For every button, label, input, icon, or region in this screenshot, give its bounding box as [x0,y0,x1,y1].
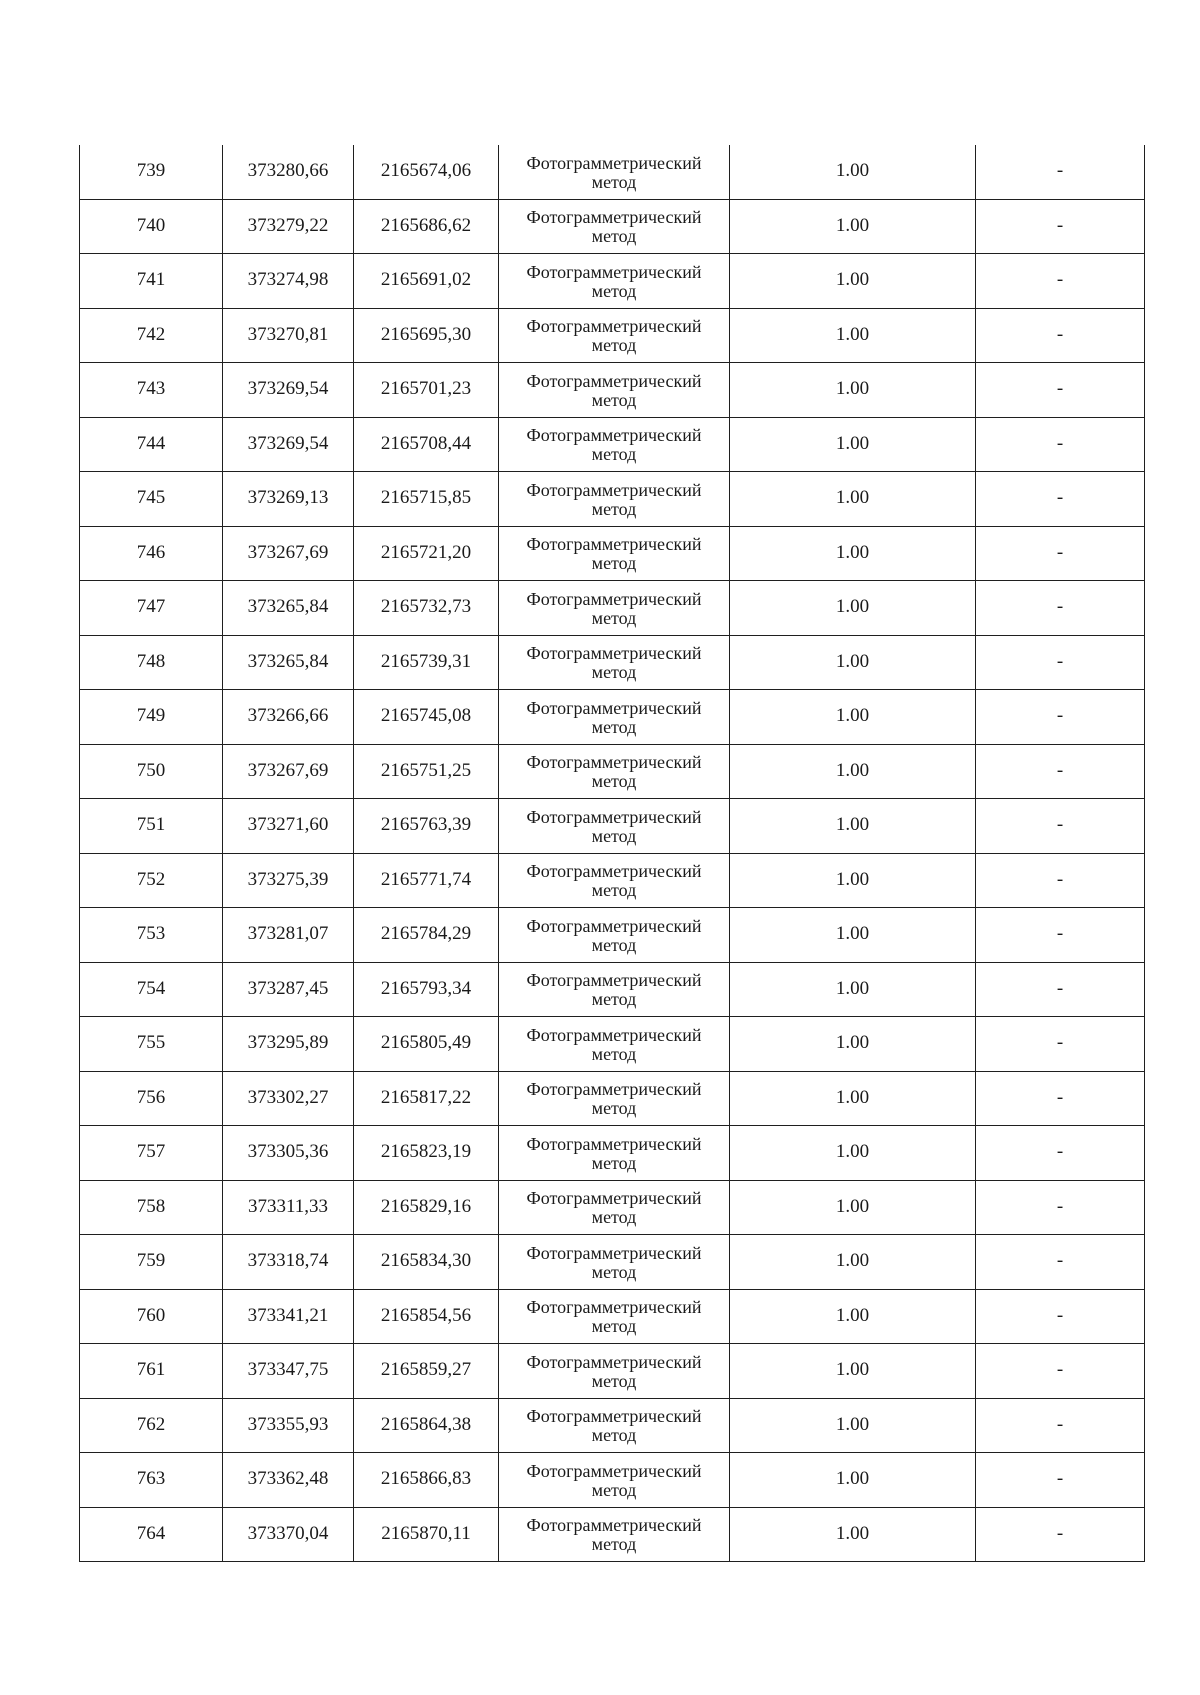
point-number-cell: 757 [80,1126,223,1181]
method-line-1: Фотограмметрический [526,152,702,173]
description-cell: - [976,1126,1145,1181]
point-number-cell: 743 [80,363,223,418]
method-cell [499,853,730,908]
x-coordinate-cell: 373269,54 [223,363,354,418]
x-coordinate-cell: 373275,39 [223,853,354,908]
method-line-2: метод [591,662,637,683]
coordinates-table-body [80,145,1145,1562]
method-line-1: Фотограмметрический [526,970,702,991]
method-cell [499,1235,730,1290]
description-cell: - [976,744,1145,799]
method-line-1: Фотограмметрический [526,207,702,228]
method-line-1: Фотограмметрический [526,861,702,882]
method-cell [499,1289,730,1344]
point-number-cell: 751 [80,799,223,854]
description-cell: - [976,363,1145,418]
accuracy-cell: 1.00 [730,1289,976,1344]
x-coordinate-cell: 373295,89 [223,1017,354,1072]
x-coordinate-cell: 373341,21 [223,1289,354,1344]
method-line-2: метод [591,335,637,356]
method-line-1: Фотограмметрический [526,1024,702,1045]
method-cell [499,581,730,636]
y-coordinate-cell: 2165864,38 [354,1398,499,1453]
y-coordinate-cell: 2165708,44 [354,417,499,472]
method-line-2: метод [591,1370,637,1391]
accuracy-cell: 1.00 [730,308,976,363]
accuracy-cell: 1.00 [730,908,976,963]
x-coordinate-cell: 373311,33 [223,1180,354,1235]
method-line-2: метод [591,171,637,192]
method-line-2: метод [591,498,637,519]
point-number-cell: 748 [80,635,223,690]
method-cell [499,472,730,527]
point-number-cell: 747 [80,581,223,636]
point-number-cell: 745 [80,472,223,527]
description-cell: - [976,962,1145,1017]
point-number-cell: 739 [80,145,223,199]
accuracy-cell: 1.00 [730,635,976,690]
method-cell [499,1344,730,1399]
table-row [80,1071,1145,1126]
y-coordinate-cell: 2165805,49 [354,1017,499,1072]
point-number-cell: 744 [80,417,223,472]
accuracy-cell: 1.00 [730,1453,976,1508]
table-row [80,1507,1145,1562]
x-coordinate-cell: 373318,74 [223,1235,354,1290]
method-line-1: Фотограмметрический [526,806,702,827]
x-coordinate-cell: 373267,69 [223,526,354,581]
description-cell: - [976,1180,1145,1235]
method-cell [499,199,730,254]
point-number-cell: 758 [80,1180,223,1235]
y-coordinate-cell: 2165732,73 [354,581,499,636]
method-line-1: Фотограмметрический [526,1351,702,1372]
method-cell [499,1017,730,1072]
coordinates-table [79,145,1145,1562]
y-coordinate-cell: 2165854,56 [354,1289,499,1344]
method-line-2: метод [591,1098,637,1119]
method-cell [499,1398,730,1453]
table-row [80,145,1145,199]
y-coordinate-cell: 2165715,85 [354,472,499,527]
point-number-cell: 742 [80,308,223,363]
method-cell [499,1453,730,1508]
y-coordinate-cell: 2165870,11 [354,1507,499,1562]
x-coordinate-cell: 373267,69 [223,744,354,799]
table-row [80,1398,1145,1453]
description-cell: - [976,635,1145,690]
table-row [80,526,1145,581]
x-coordinate-cell: 373302,27 [223,1071,354,1126]
table-row [80,199,1145,254]
table-row [80,853,1145,908]
table-row [80,1289,1145,1344]
method-cell [499,690,730,745]
description-cell: - [976,472,1145,527]
y-coordinate-cell: 2165763,39 [354,799,499,854]
accuracy-cell: 1.00 [730,526,976,581]
method-line-1: Фотограмметрический [526,1133,702,1154]
method-line-2: метод [591,825,637,846]
y-coordinate-cell: 2165695,30 [354,308,499,363]
method-line-2: метод [591,1425,637,1446]
method-line-1: Фотограмметрический [526,752,702,773]
table-row [80,1017,1145,1072]
method-line-2: метод [591,1534,637,1555]
method-line-2: метод [591,1261,637,1282]
description-cell: - [976,1398,1145,1453]
table-row [80,1344,1145,1399]
method-cell [499,1180,730,1235]
accuracy-cell: 1.00 [730,962,976,1017]
accuracy-cell: 1.00 [730,744,976,799]
table-row [80,635,1145,690]
x-coordinate-cell: 373271,60 [223,799,354,854]
accuracy-cell: 1.00 [730,1126,976,1181]
x-coordinate-cell: 373281,07 [223,908,354,963]
accuracy-cell: 1.00 [730,581,976,636]
table-row [80,363,1145,418]
y-coordinate-cell: 2165691,02 [354,254,499,309]
y-coordinate-cell: 2165751,25 [354,744,499,799]
method-line-1: Фотограмметрический [526,1242,702,1263]
accuracy-cell: 1.00 [730,254,976,309]
point-number-cell: 755 [80,1017,223,1072]
x-coordinate-cell: 373266,66 [223,690,354,745]
point-number-cell: 749 [80,690,223,745]
method-cell [499,1071,730,1126]
accuracy-cell: 1.00 [730,1017,976,1072]
accuracy-cell: 1.00 [730,472,976,527]
point-number-cell: 760 [80,1289,223,1344]
method-line-2: метод [591,280,637,301]
point-number-cell: 763 [80,1453,223,1508]
method-line-1: Фотограмметрический [526,370,702,391]
accuracy-cell: 1.00 [730,417,976,472]
accuracy-cell: 1.00 [730,1071,976,1126]
x-coordinate-cell: 373280,66 [223,145,354,199]
point-number-cell: 753 [80,908,223,963]
table-row [80,472,1145,527]
accuracy-cell: 1.00 [730,199,976,254]
description-cell: - [976,1453,1145,1508]
x-coordinate-cell: 373362,48 [223,1453,354,1508]
point-number-cell: 764 [80,1507,223,1562]
description-cell: - [976,1071,1145,1126]
method-cell [499,1126,730,1181]
x-coordinate-cell: 373265,84 [223,581,354,636]
method-cell [499,799,730,854]
point-number-cell: 752 [80,853,223,908]
table-row [80,1180,1145,1235]
description-cell: - [976,581,1145,636]
accuracy-cell: 1.00 [730,363,976,418]
method-line-1: Фотограмметрический [526,643,702,664]
method-line-2: метод [591,771,637,792]
method-cell [499,308,730,363]
table-row [80,1126,1145,1181]
description-cell: - [976,853,1145,908]
method-cell [499,962,730,1017]
y-coordinate-cell: 2165745,08 [354,690,499,745]
method-cell [499,526,730,581]
y-coordinate-cell: 2165784,29 [354,908,499,963]
description-cell: - [976,254,1145,309]
point-number-cell: 750 [80,744,223,799]
method-line-1: Фотограмметрический [526,425,702,446]
method-line-1: Фотограмметрический [526,1515,702,1536]
accuracy-cell: 1.00 [730,690,976,745]
description-cell: - [976,308,1145,363]
x-coordinate-cell: 373265,84 [223,635,354,690]
accuracy-cell: 1.00 [730,853,976,908]
table-row [80,744,1145,799]
method-line-2: метод [591,1207,637,1228]
table-row [80,417,1145,472]
y-coordinate-cell: 2165674,06 [354,145,499,199]
description-cell: - [976,1344,1145,1399]
method-line-2: метод [591,1043,637,1064]
x-coordinate-cell: 373305,36 [223,1126,354,1181]
method-cell [499,417,730,472]
description-cell: - [976,908,1145,963]
table-row [80,690,1145,745]
description-cell: - [976,690,1145,745]
method-cell [499,254,730,309]
x-coordinate-cell: 373269,54 [223,417,354,472]
method-line-2: метод [591,553,637,574]
method-line-2: метод [591,880,637,901]
description-cell: - [976,417,1145,472]
accuracy-cell: 1.00 [730,1180,976,1235]
table-row [80,308,1145,363]
y-coordinate-cell: 2165834,30 [354,1235,499,1290]
description-cell: - [976,799,1145,854]
method-line-1: Фотограмметрический [526,534,702,555]
method-line-1: Фотограмметрический [526,1406,702,1427]
y-coordinate-cell: 2165721,20 [354,526,499,581]
point-number-cell: 759 [80,1235,223,1290]
table-row [80,254,1145,309]
point-number-cell: 756 [80,1071,223,1126]
y-coordinate-cell: 2165823,19 [354,1126,499,1181]
point-number-cell: 746 [80,526,223,581]
description-cell: - [976,199,1145,254]
y-coordinate-cell: 2165817,22 [354,1071,499,1126]
x-coordinate-cell: 373270,81 [223,308,354,363]
x-coordinate-cell: 373370,04 [223,1507,354,1562]
method-line-2: метод [591,226,637,247]
accuracy-cell: 1.00 [730,1235,976,1290]
y-coordinate-cell: 2165771,74 [354,853,499,908]
x-coordinate-cell: 373274,98 [223,254,354,309]
x-coordinate-cell: 373347,75 [223,1344,354,1399]
method-line-2: метод [591,1152,637,1173]
x-coordinate-cell: 373269,13 [223,472,354,527]
table-row [80,908,1145,963]
point-number-cell: 741 [80,254,223,309]
description-cell: - [976,1017,1145,1072]
point-number-cell: 754 [80,962,223,1017]
method-line-2: метод [591,989,637,1010]
y-coordinate-cell: 2165793,34 [354,962,499,1017]
point-number-cell: 762 [80,1398,223,1453]
point-number-cell: 761 [80,1344,223,1399]
method-cell [499,744,730,799]
accuracy-cell: 1.00 [730,1344,976,1399]
y-coordinate-cell: 2165829,16 [354,1180,499,1235]
x-coordinate-cell: 373355,93 [223,1398,354,1453]
table-row [80,799,1145,854]
method-line-1: Фотограмметрический [526,479,702,500]
method-line-2: метод [591,1316,637,1337]
method-line-1: Фотограмметрический [526,697,702,718]
table-row [80,962,1145,1017]
table-row [80,1235,1145,1290]
y-coordinate-cell: 2165739,31 [354,635,499,690]
y-coordinate-cell: 2165866,83 [354,1453,499,1508]
table-row [80,1453,1145,1508]
accuracy-cell: 1.00 [730,799,976,854]
y-coordinate-cell: 2165859,27 [354,1344,499,1399]
method-line-1: Фотограмметрический [526,1188,702,1209]
method-line-2: метод [591,389,637,410]
method-line-2: метод [591,1479,637,1500]
method-cell [499,1507,730,1562]
accuracy-cell: 1.00 [730,1398,976,1453]
method-line-2: метод [591,444,637,465]
description-cell: - [976,1235,1145,1290]
method-line-2: метод [591,716,637,737]
y-coordinate-cell: 2165701,23 [354,363,499,418]
method-line-1: Фотограмметрический [526,1297,702,1318]
x-coordinate-cell: 373279,22 [223,199,354,254]
method-line-1: Фотограмметрический [526,1079,702,1100]
y-coordinate-cell: 2165686,62 [354,199,499,254]
description-cell: - [976,145,1145,199]
description-cell: - [976,1289,1145,1344]
method-line-2: метод [591,607,637,628]
description-cell: - [976,1507,1145,1562]
method-cell [499,363,730,418]
method-line-1: Фотограмметрический [526,261,702,282]
table-row [80,581,1145,636]
accuracy-cell: 1.00 [730,145,976,199]
method-line-1: Фотограмметрический [526,1460,702,1481]
method-cell [499,145,730,199]
method-cell [499,908,730,963]
method-line-2: метод [591,934,637,955]
x-coordinate-cell: 373287,45 [223,962,354,1017]
method-line-1: Фотограмметрический [526,915,702,936]
method-cell [499,635,730,690]
accuracy-cell: 1.00 [730,1507,976,1562]
description-cell: - [976,526,1145,581]
point-number-cell: 740 [80,199,223,254]
method-line-1: Фотограмметрический [526,588,702,609]
method-line-1: Фотограмметрический [526,316,702,337]
